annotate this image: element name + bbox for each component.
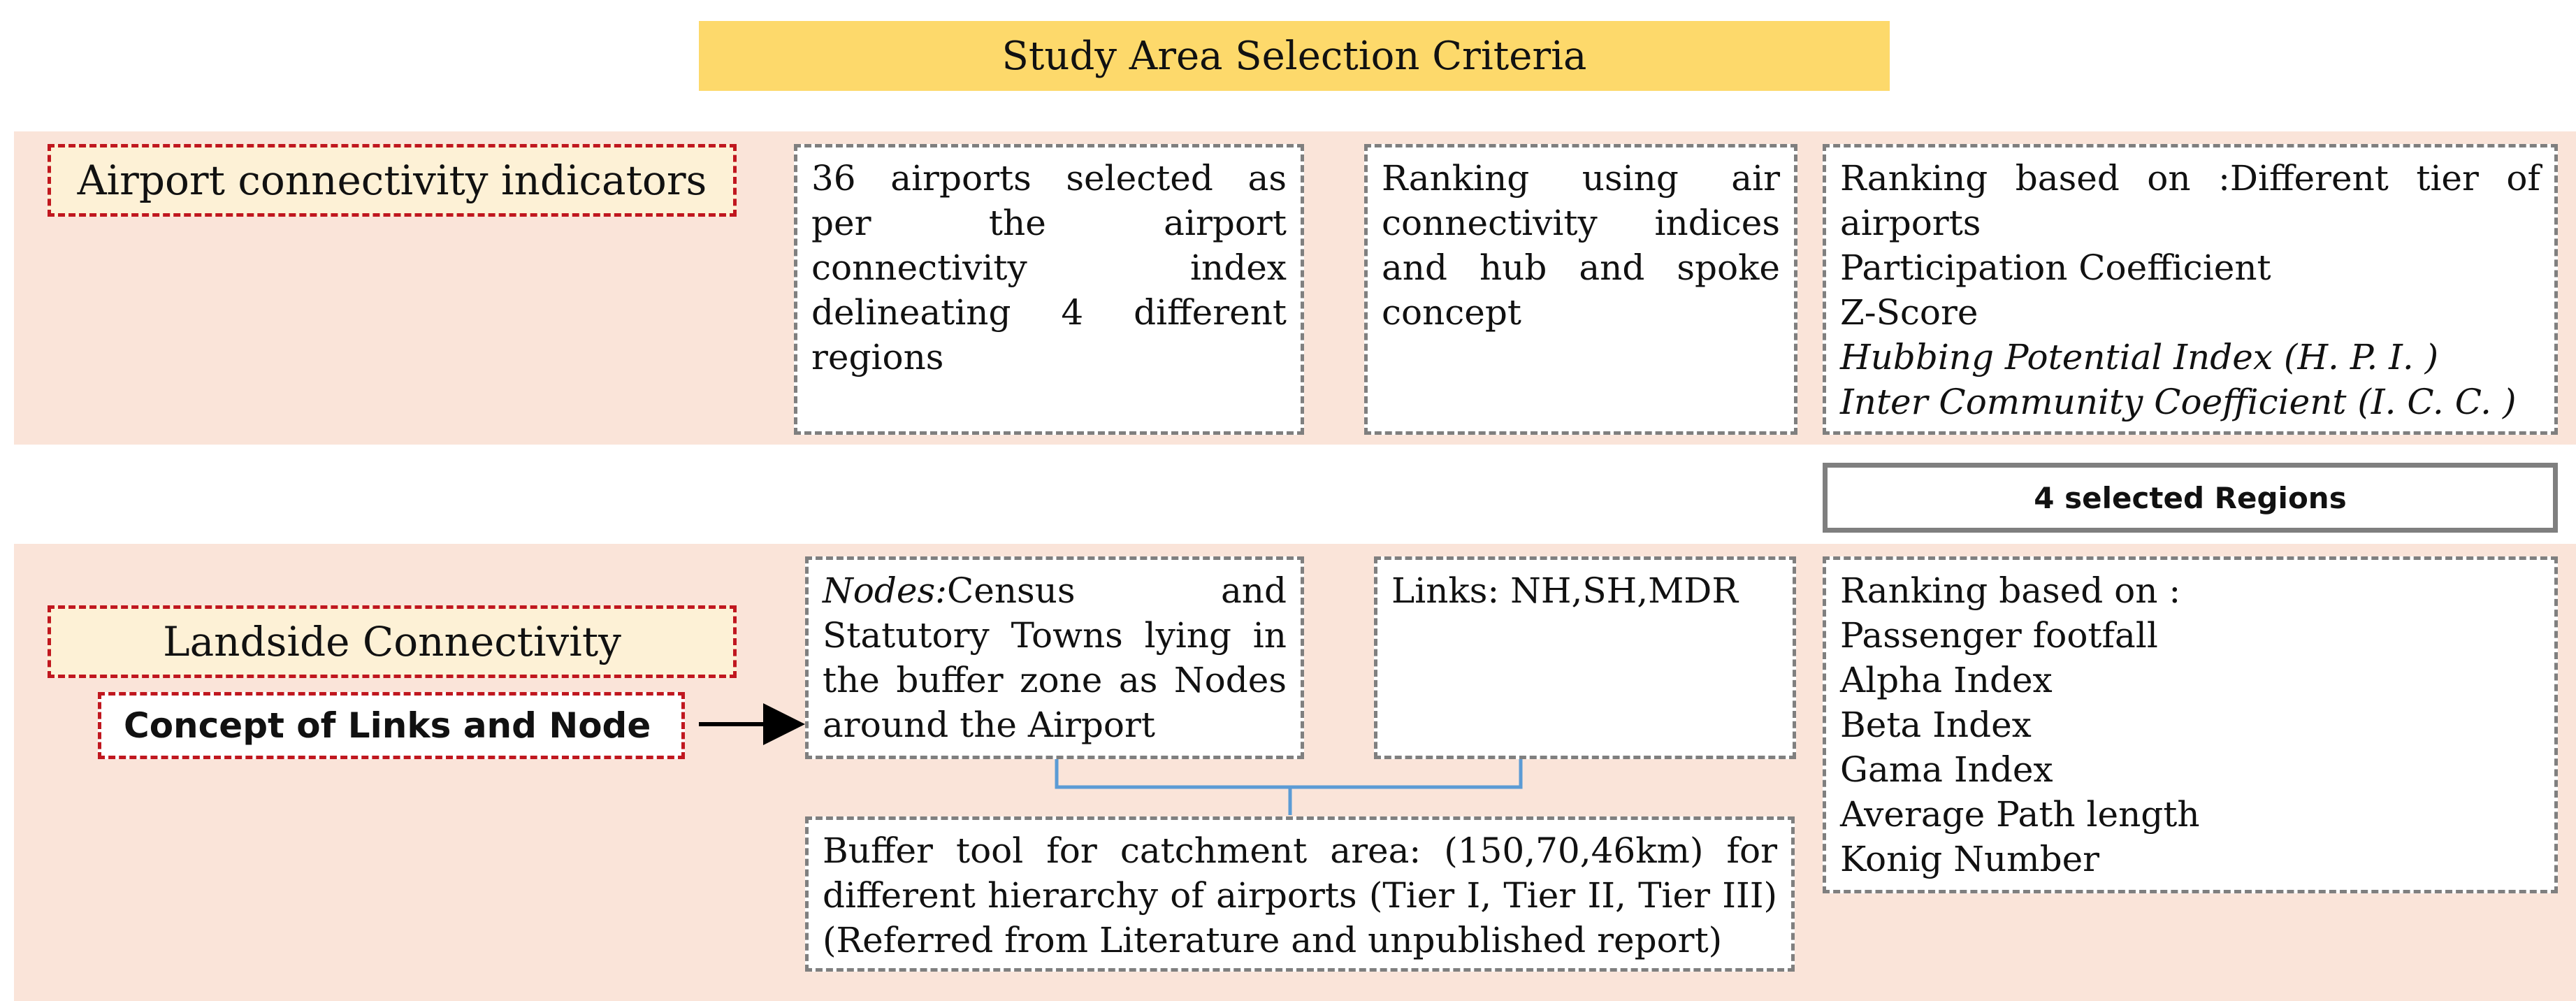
tier-ranking-line: Hubbing Potential Index (H. P. I. ) bbox=[1840, 337, 2439, 377]
links-text: Links: NH,SH,MDR bbox=[1391, 570, 1739, 611]
tier-ranking-line: Inter Community Coefficient (I. C. C. ) bbox=[1840, 382, 2517, 422]
links-and-node-concept-label: Concept of Links and Node bbox=[98, 692, 685, 759]
nodes-description: Census and Statutory Towns lying in the buffer zone as Nodes around the Airport bbox=[823, 570, 1287, 745]
landside-ranking-line: Beta Index bbox=[1840, 705, 2032, 745]
air-connectivity-ranking-text: Ranking using air connectivity indices and hub and spoke concept bbox=[1382, 158, 1780, 333]
landside-ranking-line: Average Path length bbox=[1840, 794, 2200, 835]
landside-ranking-line: Ranking based on : bbox=[1840, 570, 2181, 611]
landside-ranking-line: Gama Index bbox=[1840, 749, 2053, 790]
landside-ranking-line: Passenger footfall bbox=[1840, 615, 2158, 656]
buffer-bracket bbox=[1057, 759, 1521, 815]
landside-connectivity-label: Landside Connectivity bbox=[48, 605, 737, 678]
landside-ranking-line: Alpha Index bbox=[1840, 660, 2053, 700]
airport-connectivity-label: Airport connectivity indicators bbox=[48, 144, 737, 217]
tier-ranking-line: Participation Coefficient bbox=[1840, 247, 2271, 288]
tier-ranking-line: Z-Score bbox=[1840, 292, 1978, 333]
buffer-tool-text: Buffer tool for catchment area: (150,70,46km) for different hierarchy of airports (Tier I, Tier II, Tier III) (Referred from Literature and unpublished report) bbox=[823, 830, 1777, 960]
airports-selected-text: 36 airports selected as per the airport connectivity index delineating 4 different regions bbox=[811, 158, 1287, 377]
nodes-prefix: Nodes: bbox=[823, 570, 947, 611]
diagram-title: Study Area Selection Criteria bbox=[699, 21, 1890, 91]
selected-regions-box: 4 selected Regions bbox=[1823, 463, 2558, 533]
tier-ranking-line: Ranking based on :Different tier of airports bbox=[1840, 158, 2540, 243]
landside-ranking-line: Konig Number bbox=[1840, 839, 2100, 879]
